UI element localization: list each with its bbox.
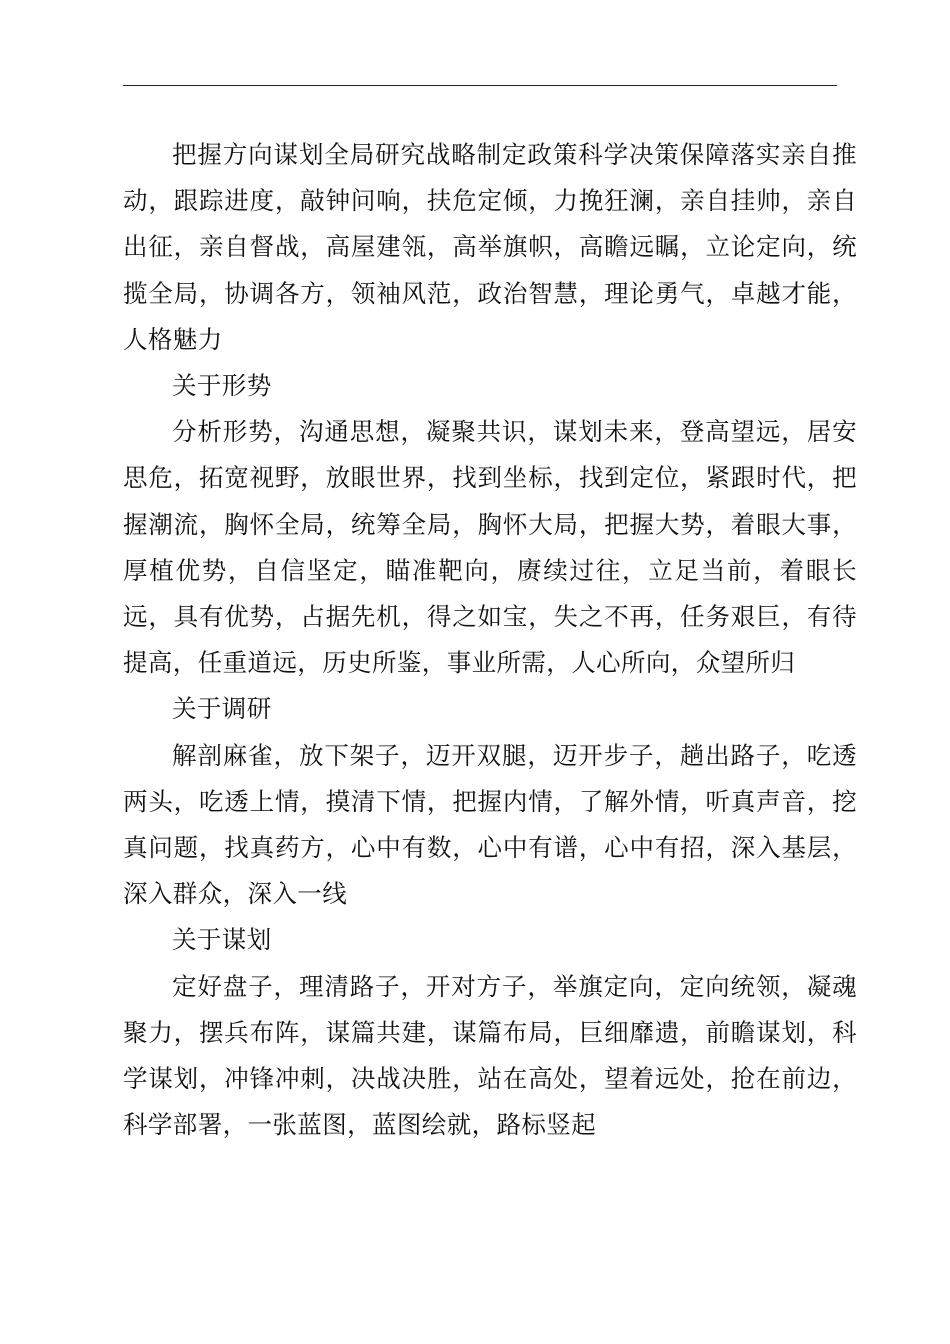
paragraph-intro: 把握方向谋划全局研究战略制定政策科学决策保障落实亲自推动，跟踪进度，敲钟问响，扶危定倾，力挽狂澜，亲自挂帅，亲自出征，亲自督战，高屋建瓴，高举旗帜，高瞻远瞩，立论定向，统揽全局，协调各方，领袖风范，政治智慧，理论勇气，卓越才能，人格魅力 bbox=[123, 140, 857, 354]
section-heading-situation: 关于形势 bbox=[172, 371, 272, 401]
header-rule bbox=[123, 85, 837, 86]
paragraph-research: 解剖麻雀，放下架子，迈开双腿，迈开步子，趟出路子，吃透两头，吃透上情，摸清下情，把握内情，了解外情，听真声音，挖真问题，找真药方，心中有数，心中有谱，心中有招，深入基层，深入群众，深入一线 bbox=[123, 740, 857, 909]
paragraph-situation: 分析形势，沟通思想，凝聚共识，谋划未来，登高望远，居安思危，拓宽视野，放眼世界，找到坐标，找到定位，紧跟时代，把握潮流，胸怀全局，统筹全局，胸怀大局，把握大势，着眼大事，厚植优势，自信坚定，瞄准靶向，赓续过往，立足当前，着眼长远，具有优势，占据先机，得之如宝，失之不再，任务艰巨，有待提高，任重道远，历史所鉴，事业所需，人心所向，众望所归 bbox=[123, 417, 857, 678]
section-heading-planning: 关于谋划 bbox=[172, 925, 272, 955]
paragraph-planning: 定好盘子，理清路子，开对方子，举旗定向，定向统领，凝魂聚力，摆兵布阵，谋篇共建，谋篇布局，巨细靡遗，前瞻谋划，科学谋划，冲锋冲刺，决战决胜，站在高处，望着远处，抢在前边，科学部署，一张蓝图，蓝图绘就，路标竖起 bbox=[123, 971, 857, 1140]
document-body bbox=[123, 132, 857, 1148]
section-heading-research: 关于调研 bbox=[172, 694, 272, 724]
